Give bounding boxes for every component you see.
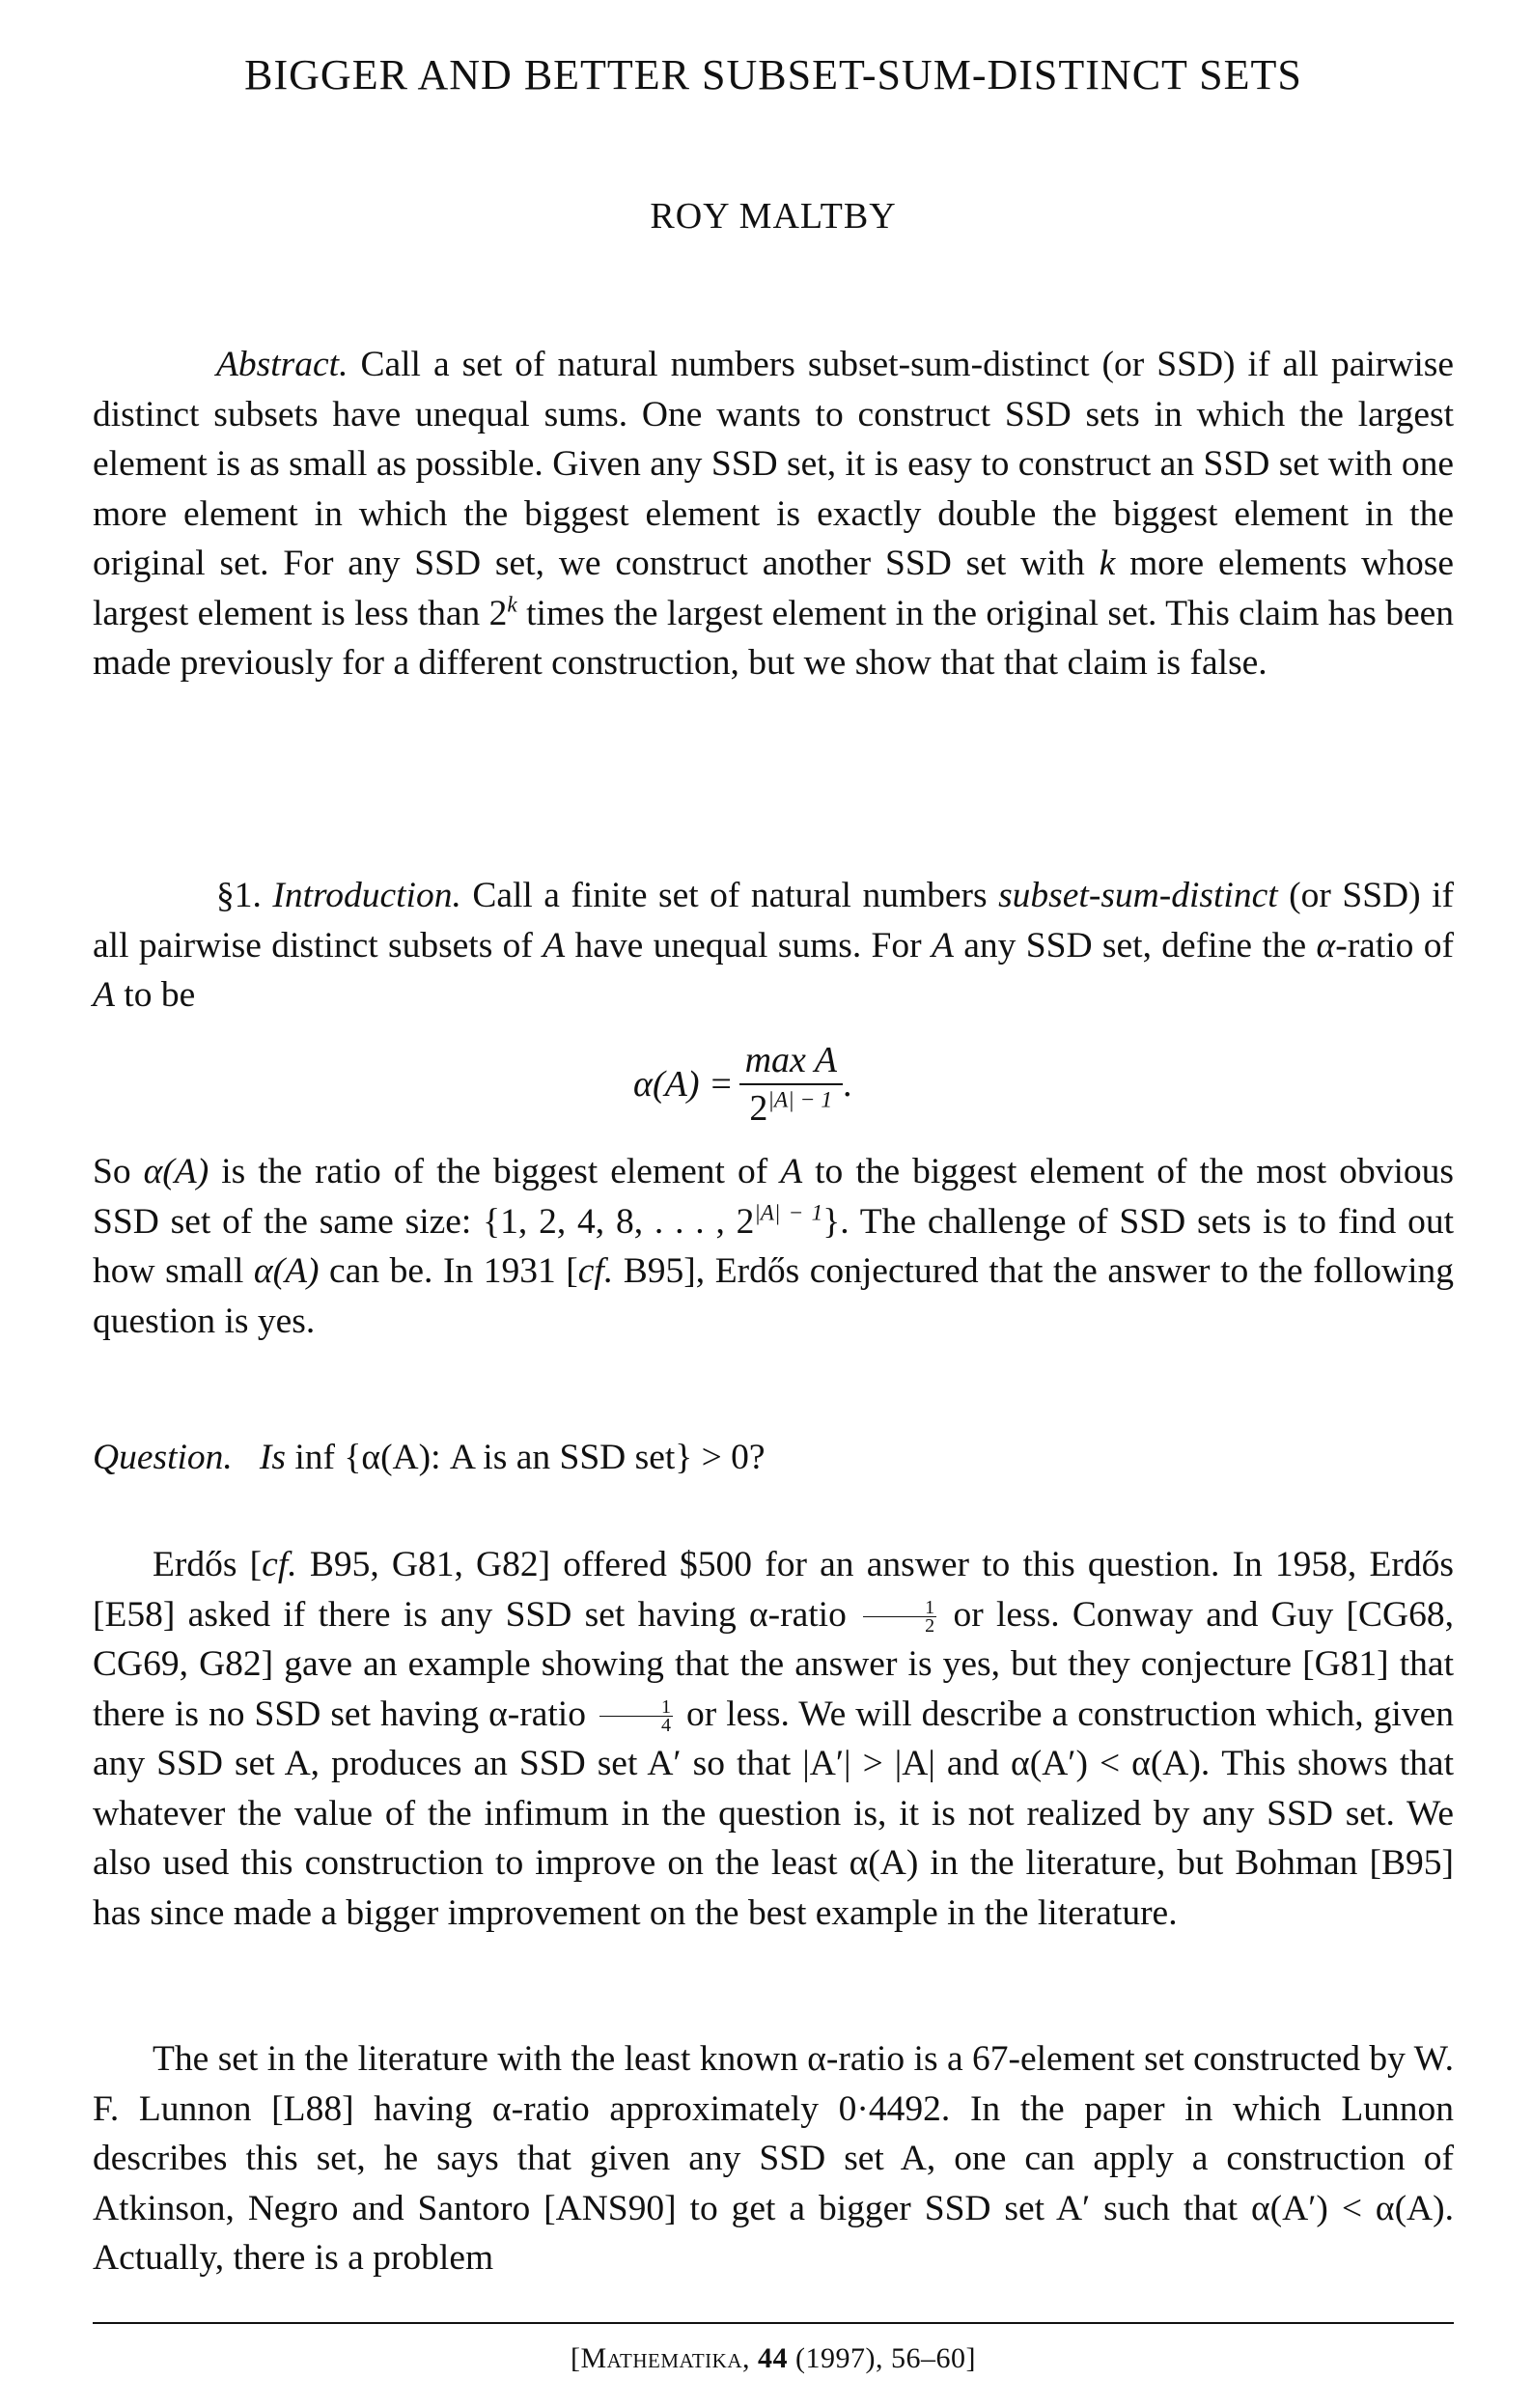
abstract-label: Abstract. <box>216 345 348 384</box>
p3-a: Erdős [ <box>153 1545 263 1584</box>
p2-alpha-a-2: α(A) <box>253 1251 320 1291</box>
intro-text-a: Call a finite set of natural numbers <box>472 876 999 915</box>
alpha-ratio-paragraph <box>93 1147 1454 1346</box>
abstract-k-exponent: k <box>507 592 517 617</box>
formula-denominator <box>749 1085 832 1130</box>
p2-b: is the ratio of the biggest element of <box>209 1152 781 1191</box>
p2-exponent: |A| − 1 <box>754 1200 823 1225</box>
intro-text-c: have unequal sums. For <box>565 925 933 966</box>
fraction-one-quarter <box>599 1696 673 1737</box>
intro-text-b: (or SSD) if all pairwise distinct subsets of <box>93 876 1454 966</box>
p2-var-a: A <box>780 1152 803 1191</box>
alpha-ratio-formula <box>633 1041 851 1128</box>
question-expression: inf {α(A): A is an SSD set} > 0? <box>286 1438 766 1477</box>
p2-d: }. The challenge of SSD sets is to find out how small <box>93 1201 1454 1291</box>
p2-cf: cf. <box>577 1251 614 1291</box>
question-text: Is <box>259 1438 287 1477</box>
intro-var-a: A <box>543 925 566 966</box>
quarter-numerator: 1 <box>599 1698 673 1717</box>
abstract-text-1: Call a set of natural numbers subset-sum-distinct (or SSD) if all pairwise distinct subsets have unequal sums. One wants to construct SSD sets in which the largest element is as small as possible. Given any SSD set, it is easy to construct an SSD set with one more element in which the biggest element is exactly double the biggest element in the original set. For any SSD set, we construct another SSD set with <box>93 345 1455 583</box>
formula-numerator: max A <box>739 1039 843 1085</box>
formula-denominator-exponent: |A| − 1 <box>767 1087 833 1113</box>
abstract-k: k <box>1099 544 1116 583</box>
intro-var-a-3: A <box>93 975 115 1015</box>
journal-citation <box>93 2342 1454 2375</box>
intro-var-a-2: A <box>932 925 954 966</box>
introduction-paragraph <box>93 871 1454 1021</box>
p2-e: can be. In 1931 [ <box>319 1251 578 1291</box>
p3-c: or less. Conway and Guy [CG68, CG69, G82] gave an example showing that the answer is yes, but they conjecture [G81] that there is no SSD set having α-ratio <box>93 1594 1454 1734</box>
intro-alpha: α <box>1316 925 1336 966</box>
intro-text-f: to be <box>114 975 196 1015</box>
intro-text-d: any SSD set, define the <box>953 925 1317 966</box>
half-denominator: 2 <box>925 1615 935 1638</box>
author-name: ROY MALTBY <box>650 196 897 237</box>
p2-f: B95], Erdős conjectured that the answer to the following question is yes. <box>93 1251 1454 1341</box>
lunnon-paragraph: The set in the literature with the least known α-ratio is a 67-element set constructed by W. F. Lunnon [L88] having α-ratio approximately 0·4492. In the paper in which Lunnon describes this set, he says that given any SSD set A, one can apply a construction of Atkinson, Negro and Santoro [ANS90] to get a bigger SSD set A′ such that α(A′) < α(A). Actually, there is a problem <box>93 2039 1454 2278</box>
quarter-denominator: 4 <box>660 1715 671 1737</box>
abstract-text-2: more elements whose largest element is less than 2 <box>93 544 1454 633</box>
intro-text-e: -ratio of <box>1335 925 1454 966</box>
abstract-text-3: times the largest element in the original set. This claim has been made previously for a different construction, but we show that that claim is false. <box>93 593 1454 683</box>
fraction-one-half <box>863 1597 936 1638</box>
paper-title: BIGGER AND BETTER SUBSET-SUM-DISTINCT SETS <box>244 51 1302 98</box>
footer-comma: , <box>742 2342 758 2374</box>
journal-name: Mathematika <box>580 2342 742 2374</box>
footer-rule <box>93 2322 1454 2324</box>
p3-cf: cf. <box>262 1545 297 1584</box>
journal-volume: 44 <box>758 2342 788 2374</box>
formula-fraction <box>739 1039 843 1130</box>
question-label: Question. <box>93 1438 233 1477</box>
section-heading: Introduction. <box>272 876 461 915</box>
p3-b: B95, G81, G82] offered $500 for an answer to this question. In 1958, Erdős [E58] asked if there is any SSD set having α-ratio <box>93 1545 1454 1635</box>
section-number: §1. <box>216 876 262 915</box>
p2-c: to the biggest element of the most obvious SSD set of the same size: {1, 2, 4, 8, . . . , 2 <box>93 1152 1454 1242</box>
p2-alpha-a: α(A) <box>143 1152 209 1191</box>
abstract <box>93 340 1454 688</box>
formula-lhs: α(A) = <box>633 1064 734 1105</box>
intro-term: subset-sum-distinct <box>998 876 1278 915</box>
journal-year-pages: (1997), 56–60] <box>788 2342 976 2374</box>
footer-open: [ <box>571 2342 581 2374</box>
history-paragraph <box>93 1540 1454 1938</box>
paper-page <box>93 0 1454 2408</box>
p2-a: So <box>93 1152 144 1191</box>
p3-d: or less. We will describe a construction which, given any SSD set A, produces an SSD set A′ so that |A′| > |A| and α(A′) < α(A). This shows that whatever the value of the infimum in the question is, it is not realized by any SSD set. We also used this construction to improve on the least α(A) in the literature, but Bohman [B95] has since made a bigger improvement on the best example in the literature. <box>93 1694 1454 1933</box>
formula-end: . <box>842 1064 852 1105</box>
question-statement <box>93 1433 1454 1483</box>
half-numerator: 1 <box>863 1599 936 1617</box>
formula-denominator-base: 2 <box>749 1088 768 1129</box>
